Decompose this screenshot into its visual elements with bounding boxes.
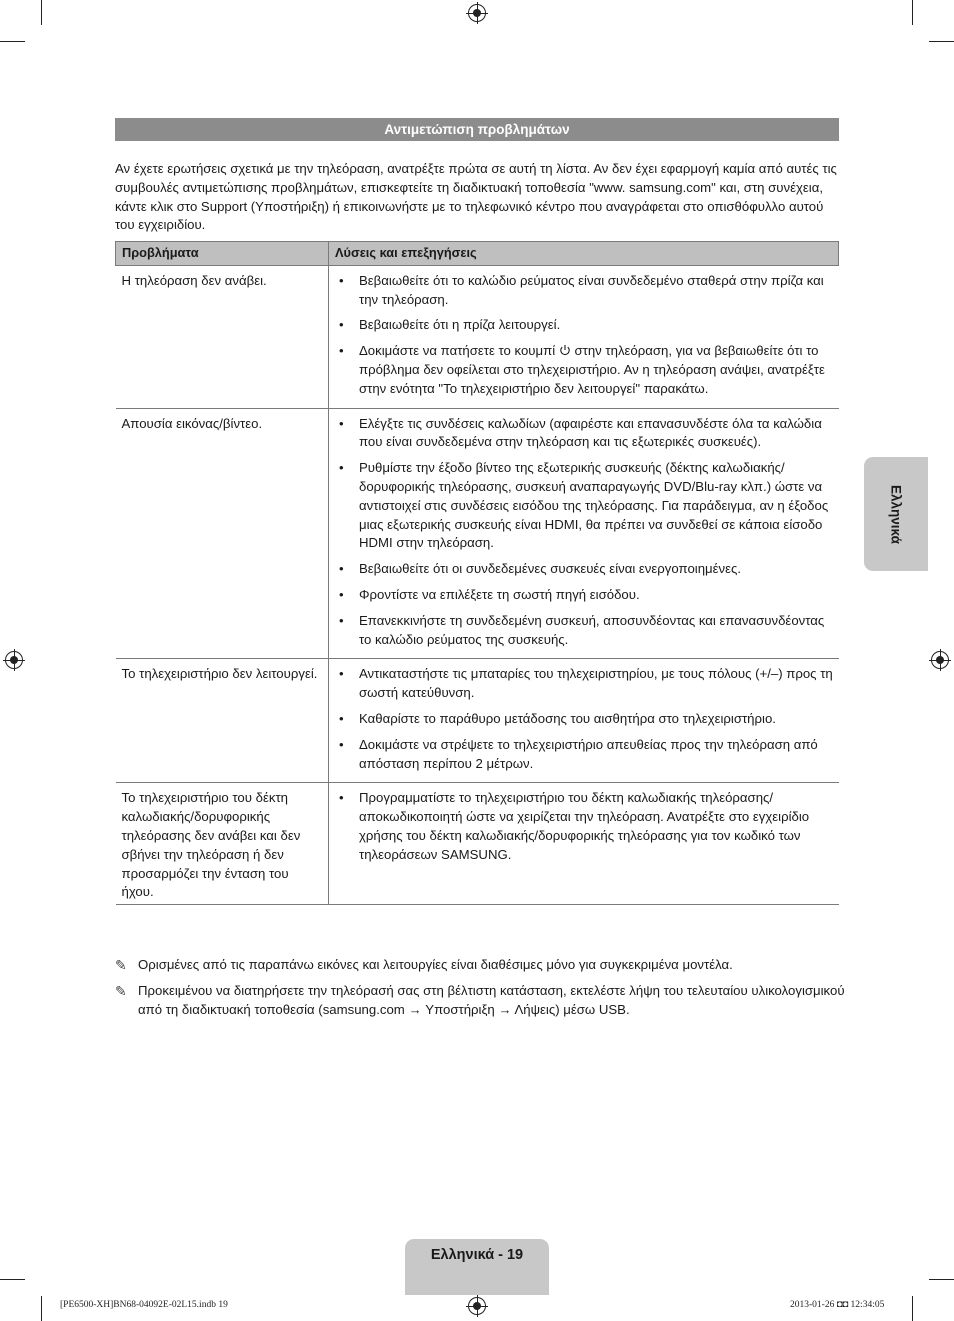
solution-list	[339, 789, 835, 864]
problem-cell: Απουσία εικόνας/βίντεο.	[116, 408, 329, 659]
intro-paragraph: Αν έχετε ερωτήσεις σχετικά με την τηλεόραση, ανατρέξτε πρώτα σε αυτή τη λίστα. Αν δεν έχει εφαρμογή καμία από αυτές τις συμβουλές αντιμετώπισης προβλημάτων, επισκεφτείτε τη διαδικτυακή τοποθεσία "www. samsung.com" και, στη συνέχεια, κάντε κλικ στο Support (Υποστήριξη) ή επικοινωνήστε με το τηλεφωνικό κέντρο που αναγράφεται στο οπισθόφυλλο αυτού του εγχειριδίου.	[115, 161, 837, 233]
solution-item	[339, 586, 835, 605]
footer-file-info: [PE6500-XH]BN68-04092E-02L15.indb 19	[60, 1300, 228, 1310]
bullet: •	[339, 343, 344, 359]
table-row	[116, 265, 839, 408]
problem-cell: Το τηλεχειριστήριο δεν λειτουργεί.	[116, 659, 329, 783]
crop-mark	[41, 1296, 42, 1321]
solution-text: Αντικαταστήστε τις μπαταρίες του τηλεχειριστηρίου, με τους πόλους (+/–) προς τη σωστή κατεύθυνση.	[359, 666, 833, 701]
section-title: Αντιμετώπιση προβλημάτων	[115, 118, 839, 141]
bullet: •	[339, 586, 344, 602]
registration-mark-icon	[468, 4, 486, 22]
page-number-tab	[405, 1239, 549, 1295]
bullet: •	[339, 790, 344, 806]
bullet: •	[339, 561, 344, 577]
registration-mark-icon	[5, 651, 23, 669]
crop-mark	[0, 41, 25, 42]
language-side-tab	[864, 457, 928, 571]
solution-item	[339, 665, 835, 703]
solution-item	[339, 272, 835, 310]
solution-item	[339, 612, 835, 650]
crop-mark	[912, 1296, 913, 1321]
solution-text-after-icon: στην τηλεόραση, για να βεβαιωθείτε ότι το πρόβλημα δεν οφείλεται στο τηλεχειριστήριο. Αν η τηλεόραση ανάψει, ανατρέξτε στην ενότητα "Το τηλεχειριστήριο δεν λειτουργεί" παρακάτω.	[359, 343, 825, 396]
crop-mark	[929, 41, 954, 42]
solution-cell	[329, 265, 839, 408]
bullet: •	[339, 415, 344, 431]
solution-text: Βεβαιωθείτε ότι το καλώδιο ρεύματος είναι συνδεδεμένο σταθερά στην πρίζα και την τηλεόραση.	[359, 272, 824, 307]
solution-text: Δοκιμάστε να στρέψετε το τηλεχειριστήριο απευθείας προς την τηλεόραση από απόσταση περίπου 2 μέτρων.	[359, 736, 818, 771]
note-text: Ορισμένες από τις παραπάνω εικόνες και λειτουργίες είναι διαθέσιμες μόνο για συγκεκριμένα μοντέλα.	[138, 957, 733, 972]
problem-cell: Το τηλεχειριστήριο του δέκτη καλωδιακής/δορυφορικής τηλεόρασης δεν ανάβει και δεν σβήνει την τηλεόραση ή δεν προσαρμόζει την ένταση του ήχου.	[116, 783, 329, 905]
pencil-note-icon: ✎	[115, 957, 127, 973]
solution-item	[339, 560, 835, 579]
solution-text: Ελέγξτε τις συνδέσεις καλωδίων (αφαιρέστε και επανασυνδέστε όλα τα καλώδια που είναι συνδεδεμένα στην τηλεόραση και τις εξωτερικές συσκευές).	[359, 415, 822, 450]
solution-item	[339, 316, 835, 335]
solution-item	[339, 459, 835, 553]
solution-text: Ρυθμίστε την έξοδο βίντεο της εξωτερικής συσκευής (δέκτης καλωδιακής/δορυφορικής τηλεόρασης, συσκευή αναπαραγωγής DVD/Blu-ray κλπ.) ώστε να αντιστοιχεί στις συνδέσεις εισόδου της τηλεόρασης. Για παράδειγμα, αν η έξοδος μιας εξωτερικής συσκευής είναι HDMI, θα πρέπει να συνδεθεί σε κάποια είσοδο HDMI στην τηλεόραση.	[359, 460, 829, 551]
bullet: •	[339, 317, 344, 333]
note-item	[115, 956, 845, 975]
bullet: •	[339, 612, 344, 628]
troubleshooting-table	[115, 241, 839, 905]
solution-item	[339, 789, 835, 864]
solution-list	[339, 272, 835, 399]
column-header-problems: Προβλήματα	[116, 242, 329, 266]
solution-text: Φροντίστε να επιλέξετε τη σωστή πηγή εισόδου.	[359, 586, 640, 602]
bullet: •	[339, 272, 344, 288]
note-item	[115, 982, 845, 1020]
crop-mark	[929, 1279, 954, 1280]
solution-list	[339, 665, 835, 773]
solution-item	[339, 736, 835, 774]
table-row	[116, 659, 839, 783]
solution-text: Βεβαιωθείτε ότι η πρίζα λειτουργεί.	[359, 317, 561, 333]
notes	[115, 956, 845, 1026]
solution-list	[339, 415, 835, 650]
page-number-label: Ελληνικά - 19	[430, 1247, 524, 1263]
footer-timestamp: 2013-01-26 ◘◘ 12:34:05	[790, 1300, 885, 1310]
solution-text: Προγραμματίστε το τηλεχειριστήριο του δέκτη καλωδιακής τηλεόρασης/αποκωδικοποιητή ώστε να χειρίζεται την τηλεόραση. Ανατρέξτε στο εγχειρίδιο χρήσης του δέκτη καλωδιακής/δορυφορικής τηλεόρασης για τον κωδικό των τηλεοράσεων SAMSUNG.	[359, 790, 810, 862]
registration-mark-icon	[468, 1297, 486, 1315]
bullet: •	[339, 710, 344, 726]
language-side-tab-label: Ελληνικά	[888, 484, 904, 544]
problem-cell: Η τηλεόραση δεν ανάβει.	[116, 265, 329, 408]
column-header-solutions: Λύσεις και επεξηγήσεις	[329, 242, 839, 266]
bullet: •	[339, 666, 344, 682]
solution-item	[339, 342, 835, 398]
table-header-row	[116, 242, 839, 266]
table-row	[116, 408, 839, 659]
bullet: •	[339, 736, 344, 752]
bullet: •	[339, 460, 344, 476]
solution-text: Βεβαιωθείτε ότι οι συνδεδεμένες συσκευές είναι ενεργοποιημένες.	[359, 561, 742, 577]
registration-mark-icon	[931, 651, 949, 669]
crop-mark	[41, 0, 42, 25]
note-text: Προκειμένου να διατηρήσετε την τηλεόρασή σας στη βέλτιστη κατάσταση, εκτελέστε λήψη του τελευταίου υλικολογισμικού από τη διαδικτυακή τοποθεσία (samsung.com → Υποστήριξη → Λήψεις) μέσω USB.	[138, 982, 845, 1017]
solution-cell	[329, 783, 839, 905]
pencil-note-icon: ✎	[115, 982, 127, 999]
solution-text: Καθαρίστε το παράθυρο μετάδοσης του αισθητήρα στο τηλεχειριστήριο.	[359, 710, 776, 726]
solution-text: Επανεκκινήστε τη συνδεδεμένη συσκευή, αποσυνδέοντας και επανασυνδέοντας το καλώδιο ρεύματος της συσκευής.	[359, 612, 825, 647]
crop-mark	[0, 1279, 25, 1280]
power-icon	[559, 344, 571, 356]
table-row	[116, 783, 839, 905]
solution-text-before-icon: Δοκιμάστε να πατήσετε το κουμπί	[359, 343, 559, 359]
solution-cell	[329, 408, 839, 659]
crop-mark	[912, 0, 913, 25]
solution-item	[339, 415, 835, 453]
solution-item	[339, 710, 835, 729]
solution-cell	[329, 659, 839, 783]
